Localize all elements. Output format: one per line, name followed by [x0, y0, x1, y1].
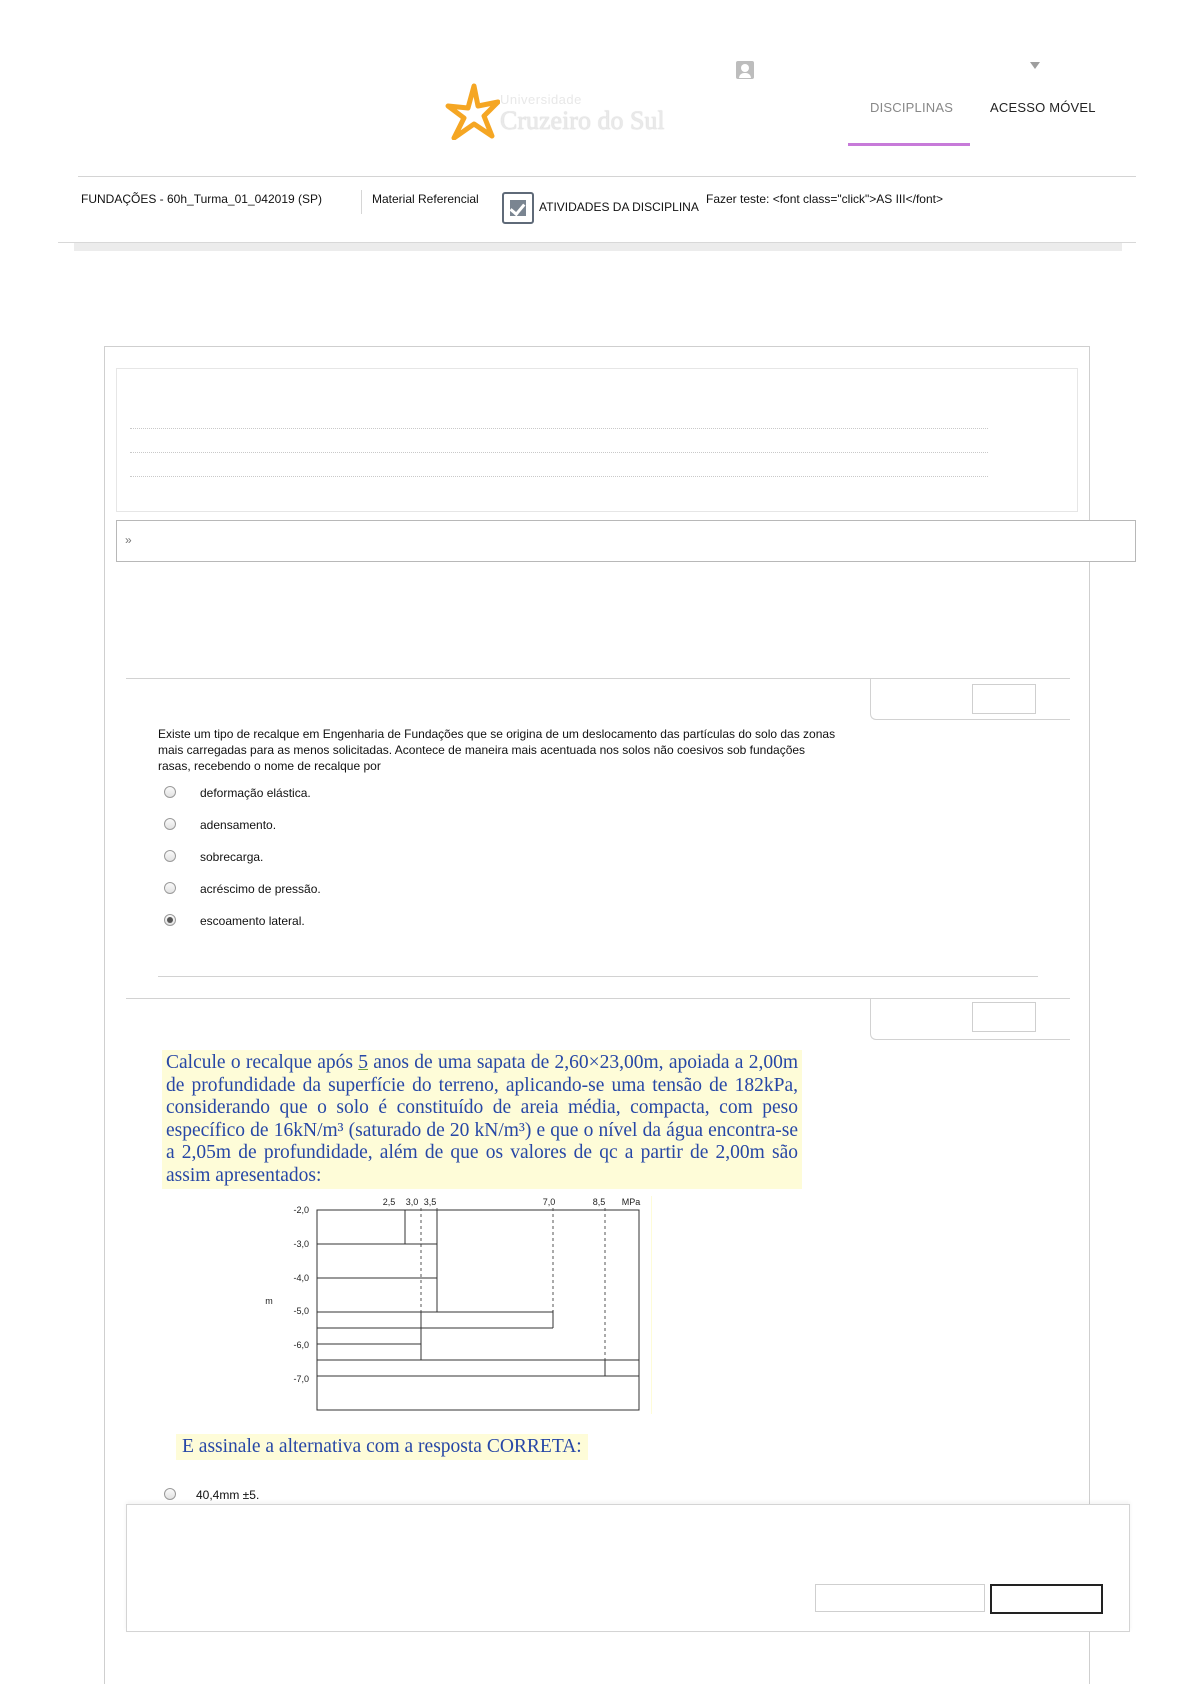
- university-logo[interactable]: [444, 82, 674, 142]
- question-2-prompt: E assinale a alternativa com a resposta CORRETA:: [176, 1434, 588, 1460]
- question-1-points-field: [972, 684, 1036, 714]
- submit-button[interactable]: [990, 1584, 1103, 1614]
- question-1-option-4-label[interactable]: acréscimo de pressão.: [200, 882, 321, 896]
- chart-y-label: -5,0: [293, 1306, 309, 1316]
- question-1-option-5-radio[interactable]: [164, 914, 176, 926]
- nav-active-underline: [848, 143, 970, 146]
- double-chevron-down-icon[interactable]: »: [125, 533, 132, 547]
- info-dotted-line: [130, 452, 988, 453]
- save-all-answers-button[interactable]: [815, 1584, 985, 1612]
- info-dotted-line: [130, 428, 988, 429]
- breadcrumb-activities[interactable]: ATIVIDADES DA DISCIPLINA: [539, 200, 699, 214]
- info-dotted-line: [130, 476, 988, 477]
- chart-y-label: -6,0: [293, 1340, 309, 1350]
- question-1-points-box: [870, 678, 1070, 720]
- question-1-option-2-radio[interactable]: [164, 818, 176, 830]
- question-1-option-1-radio[interactable]: [164, 786, 176, 798]
- question-1-option-3-radio[interactable]: [164, 850, 176, 862]
- chart-y-label: -4,0: [293, 1273, 309, 1283]
- logo-small-text: Universidade: [500, 92, 582, 107]
- chart-y-unit: m: [265, 1296, 273, 1306]
- question-1-bottom-rule: [158, 976, 1038, 977]
- activities-check-icon[interactable]: [502, 192, 534, 224]
- test-info-box: [116, 368, 1078, 512]
- chart-x-label: 2,5: [382, 1197, 396, 1207]
- question-1-option-3-label[interactable]: sobrecarga.: [200, 850, 264, 864]
- question-1-option-1-label[interactable]: deformação elástica.: [200, 786, 311, 800]
- chart-frame: [317, 1210, 639, 1410]
- chart-x-label: 3,0: [405, 1197, 419, 1207]
- nav-acesso-movel[interactable]: ACESSO MÓVEL: [990, 100, 1096, 115]
- collapse-bar[interactable]: [116, 520, 1136, 562]
- question-2-points-box: [870, 998, 1070, 1040]
- question-1-text: Existe um tipo de recalque em Engenharia de Fundações que se origina de um deslocamento das partículas do solo das zonas mais carregadas para as menos solicitadas. Acontece de maneira mais acentuada nos solos não coesivos sob fundações rasas, recebendo o nome de recalque por: [158, 727, 836, 773]
- breadcrumb-course[interactable]: FUNDAÇÕES - 60h_Turma_01_042019 (SP): [81, 192, 322, 206]
- header-divider: [78, 176, 1136, 177]
- qc-profile-chart: [255, 1196, 651, 1414]
- chart-y-label: -2,0: [293, 1205, 309, 1215]
- submit-panel: [126, 1504, 1130, 1632]
- logo-big-text: Cruzeiro do Sul: [500, 106, 665, 135]
- breadcrumb-test[interactable]: Fazer teste: <font class="click">AS III</font>: [706, 192, 943, 206]
- chart-x-label: MPa: [621, 1197, 641, 1207]
- breadcrumb-separator: [361, 190, 362, 214]
- question-2-points-field: [972, 1002, 1036, 1032]
- nav-disciplinas[interactable]: DISCIPLINAS: [870, 100, 954, 115]
- question-1-option-2-label[interactable]: adensamento.: [200, 818, 277, 832]
- question-2-text: Calcule o recalque após 5 anos de uma sapata de 2,60×23,00m, apoiada a 2,00m de profundidade da superfície do terreno, aplicando-se uma tensão de 182kPa, considerando que o solo é constituído de areia média, compacta, com peso específico de 16kN/m³ (saturado de 20 kN/m³) e que o nível da água encontra-se a 2,05m de profundidade, além de que os valores de qc a partir de 2,00m são assim apresentados:: [162, 1050, 802, 1189]
- question-2-option-1-label[interactable]: 40,4mm ±5.: [196, 1488, 260, 1502]
- chart-x-label: 8,5: [592, 1197, 606, 1207]
- question-2-option-1-radio[interactable]: [164, 1488, 176, 1500]
- chevron-down-icon[interactable]: [1030, 62, 1040, 69]
- breadcrumb-shadow-bar: [74, 243, 1122, 251]
- star-logo-icon: [444, 82, 500, 140]
- question-1-option-4-radio[interactable]: [164, 882, 176, 894]
- user-avatar-icon[interactable]: [736, 61, 754, 79]
- chart-y-label: -3,0: [293, 1239, 309, 1249]
- chart-x-label: 7,0: [542, 1197, 556, 1207]
- chart-y-label: -7,0: [293, 1374, 309, 1384]
- breadcrumb-material[interactable]: Material Referencial: [372, 192, 479, 206]
- question-1-option-5-label[interactable]: escoamento lateral.: [200, 914, 305, 928]
- chart-x-label: 3,5: [423, 1197, 437, 1207]
